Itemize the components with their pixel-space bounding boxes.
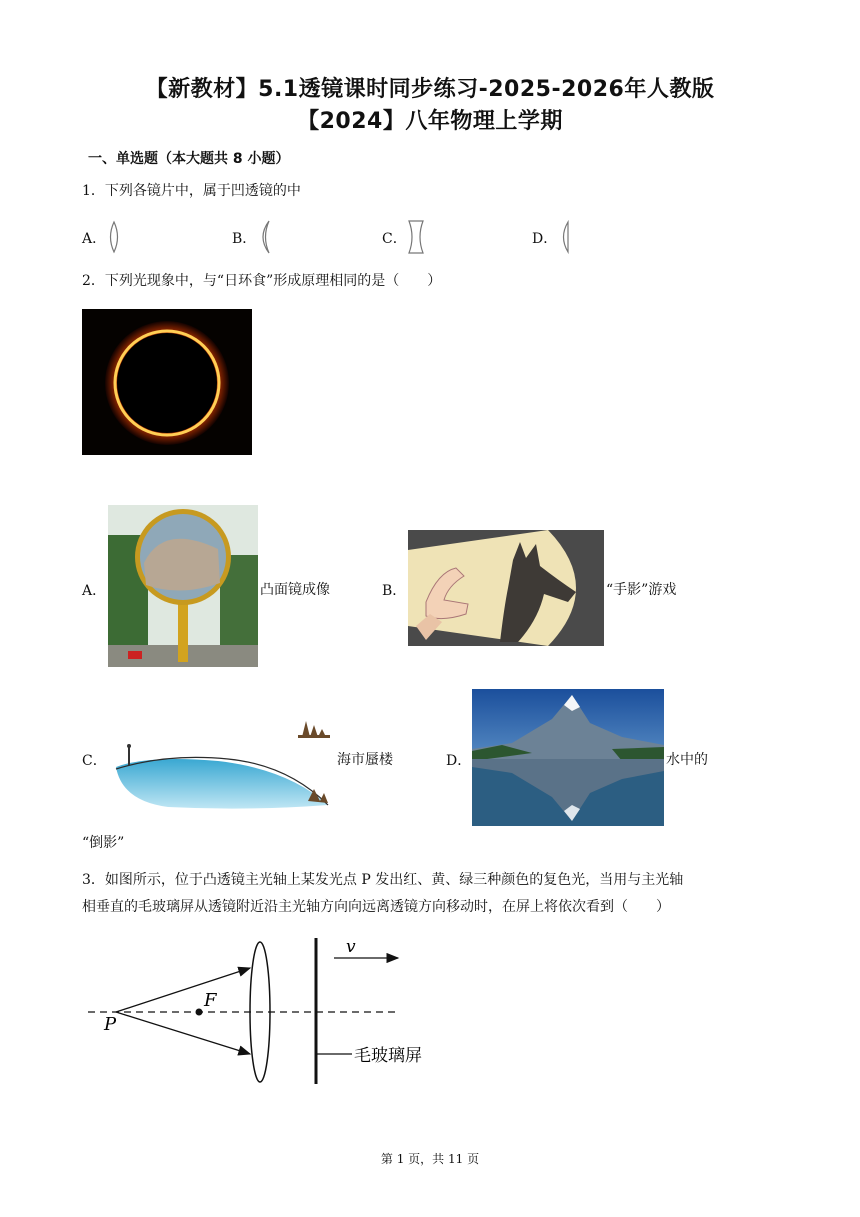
- screen-label: 毛玻璃屏: [354, 1046, 422, 1066]
- meniscus-lens-icon: [255, 219, 273, 255]
- q1-option-a-label: A．: [82, 231, 107, 247]
- page-footer: 第 1 页，共 11 页: [380, 1152, 480, 1166]
- q2-option-c-label: C．: [82, 753, 107, 769]
- q2-option-b-label: B．: [382, 583, 407, 599]
- q2-option-a-label: A．: [82, 583, 107, 599]
- document-title-line2: 【2024】八年物理上学期: [297, 109, 563, 134]
- upper-ray: [116, 968, 250, 1012]
- document-title-line1: 【新教材】5.1透镜课时同步练习-2025-2026年人教版: [145, 77, 715, 102]
- point-label: P: [104, 1014, 117, 1035]
- question-3-line1: 3．如图所示，位于凸透镜主光轴上某发光点 P 发出红、黄、绿三种颜色的复色光，当用与主光轴: [82, 872, 684, 888]
- q2-option-b-text: “手影”游戏: [606, 582, 677, 598]
- q2-option-d-text: 水中的: [666, 752, 708, 768]
- question-1-stem: 1．下列各镜片中，属于凹透镜的中: [82, 183, 301, 199]
- biconvex-lens-icon: [106, 220, 122, 254]
- hand-shadow-illustration: [408, 530, 604, 646]
- convex-mirror-photo: [108, 505, 258, 667]
- question-2-stem: 2．下列光现象中，与“日环食”形成原理相同的是（ ）: [82, 273, 442, 289]
- focus-label: F: [204, 990, 217, 1011]
- section-heading: 一、单选题（本大题共 8 小题）: [88, 151, 290, 167]
- question-3-line2: 相垂直的毛玻璃屏从透镜附近沿主光轴方向向远离透镜方向移动时，在屏上将依次看到（ ）: [82, 899, 670, 915]
- q2-option-c-text: 海市蜃楼: [337, 752, 393, 768]
- focus-point: [196, 1009, 203, 1016]
- q2-option-d-continuation: “倒影”: [82, 835, 125, 851]
- lower-ray: [116, 1012, 250, 1054]
- q1-option-b-label: B．: [232, 231, 257, 247]
- mirage-illustration: [108, 705, 334, 813]
- plano-convex-lens-icon: [558, 220, 572, 254]
- annular-eclipse-image: [82, 309, 252, 455]
- q2-option-d-label: D．: [446, 753, 472, 769]
- optics-diagram: [82, 930, 462, 1090]
- q1-option-d-label: D．: [532, 231, 558, 247]
- mountain-reflection-photo: [472, 689, 664, 826]
- biconcave-lens-icon: [406, 219, 426, 255]
- q2-option-a-text: 凸面镜成像: [260, 582, 330, 598]
- q1-option-c-label: C．: [382, 231, 407, 247]
- velocity-label: v: [346, 937, 356, 957]
